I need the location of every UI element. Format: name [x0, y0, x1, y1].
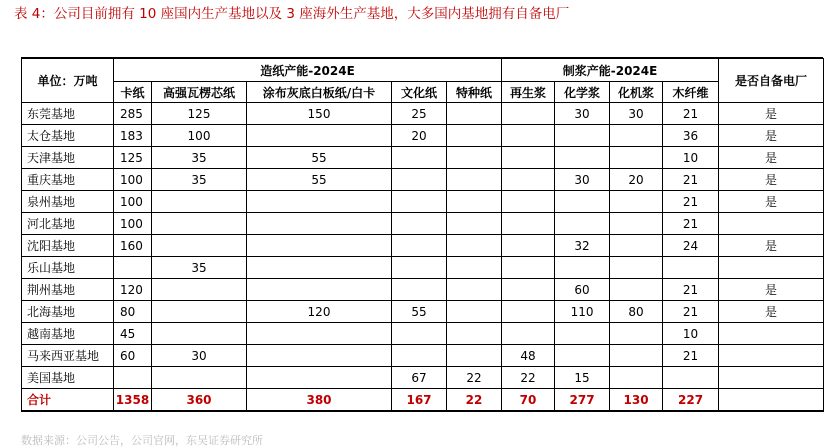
- capacity-cell: 80: [114, 301, 152, 323]
- capacity-cell: 22: [502, 367, 555, 389]
- capacity-cell: 21: [663, 279, 719, 301]
- capacity-cell: 15: [555, 367, 610, 389]
- capacity-cell: 150: [247, 103, 392, 125]
- col-header: 特种纸: [447, 82, 502, 103]
- capacity-cell: 20: [392, 125, 447, 147]
- capacity-cell: 30: [555, 169, 610, 191]
- self-power-cell: 是: [719, 191, 824, 213]
- table-caption: 表 4：公司目前拥有 10 座国内生产基地以及 3 座海外生产基地，大多国内基地拥有自备电厂: [14, 6, 570, 22]
- capacity-cell: [392, 169, 447, 191]
- capacity-cell: [610, 257, 663, 279]
- col-header: 化机浆: [610, 82, 663, 103]
- capacity-cell: [447, 103, 502, 125]
- col-header: 文化纸: [392, 82, 447, 103]
- self-power-cell: 是: [719, 301, 824, 323]
- header-row-groups: [22, 59, 824, 82]
- capacity-cell: [447, 169, 502, 191]
- capacity-cell: [247, 345, 392, 367]
- col-header: 高强瓦楞芯纸: [152, 82, 247, 103]
- table-row: [22, 345, 824, 367]
- capacity-cell: 125: [152, 103, 247, 125]
- capacity-table: [21, 58, 824, 412]
- self-power-cell: 是: [719, 147, 824, 169]
- self-power-cell: [719, 323, 824, 345]
- capacity-cell: 80: [610, 301, 663, 323]
- capacity-cell: 30: [152, 345, 247, 367]
- capacity-cell: [247, 257, 392, 279]
- capacity-cell: [447, 147, 502, 169]
- capacity-cell: [610, 367, 663, 389]
- capacity-cell: [447, 191, 502, 213]
- capacity-cell: [447, 301, 502, 323]
- capacity-cell: [152, 213, 247, 235]
- capacity-cell: [392, 345, 447, 367]
- capacity-cell: [502, 301, 555, 323]
- capacity-cell: [247, 323, 392, 345]
- capacity-cell: 10: [663, 323, 719, 345]
- capacity-cell: 100: [152, 125, 247, 147]
- capacity-cell: [392, 147, 447, 169]
- capacity-cell: 110: [555, 301, 610, 323]
- capacity-cell: 55: [247, 147, 392, 169]
- capacity-cell: [555, 147, 610, 169]
- capacity-cell: 55: [247, 169, 392, 191]
- header-row-columns: [22, 82, 824, 103]
- col-header: 化学浆: [555, 82, 610, 103]
- capacity-cell: [152, 191, 247, 213]
- capacity-cell: [447, 323, 502, 345]
- table-row: [22, 213, 824, 235]
- capacity-cell: 20: [610, 169, 663, 191]
- capacity-cell: 10: [663, 147, 719, 169]
- capacity-cell: 70: [502, 389, 555, 412]
- col-header: 卡纸: [114, 82, 152, 103]
- base-name-cell: 乐山基地: [22, 257, 114, 279]
- capacity-cell: [555, 213, 610, 235]
- self-power-cell: 是: [719, 103, 824, 125]
- capacity-cell: [555, 345, 610, 367]
- self-power-header: 是否自备电厂: [719, 59, 824, 103]
- capacity-cell: 360: [152, 389, 247, 412]
- capacity-cell: [610, 191, 663, 213]
- base-name-cell: 重庆基地: [22, 169, 114, 191]
- capacity-cell: [555, 323, 610, 345]
- self-power-cell: [719, 367, 824, 389]
- capacity-cell: [247, 213, 392, 235]
- source-note: 数据来源：公司公告，公司官网，东吴证券研究所: [21, 434, 263, 447]
- col-header: 涂布灰底白板纸/白卡: [247, 82, 392, 103]
- base-name-cell: 东莞基地: [22, 103, 114, 125]
- capacity-cell: 21: [663, 103, 719, 125]
- base-name-cell: 美国基地: [22, 367, 114, 389]
- capacity-cell: 277: [555, 389, 610, 412]
- table-row: [22, 125, 824, 147]
- capacity-cell: [152, 279, 247, 301]
- capacity-cell: [610, 345, 663, 367]
- capacity-cell: 160: [114, 235, 152, 257]
- capacity-cell: [502, 125, 555, 147]
- capacity-cell: [663, 367, 719, 389]
- table-row: [22, 367, 824, 389]
- capacity-cell: 100: [114, 169, 152, 191]
- capacity-cell: [555, 125, 610, 147]
- capacity-cell: [502, 323, 555, 345]
- capacity-cell: 100: [114, 213, 152, 235]
- unit-header: 单位：万吨: [22, 59, 114, 103]
- capacity-cell: 183: [114, 125, 152, 147]
- capacity-cell: [502, 235, 555, 257]
- capacity-cell: 120: [114, 279, 152, 301]
- capacity-cell: 35: [152, 147, 247, 169]
- capacity-cell: [555, 257, 610, 279]
- base-name-cell: 荆州基地: [22, 279, 114, 301]
- base-name-cell: 天津基地: [22, 147, 114, 169]
- table-row: [22, 147, 824, 169]
- capacity-cell: [114, 367, 152, 389]
- base-name-cell: 太仓基地: [22, 125, 114, 147]
- capacity-cell: [247, 191, 392, 213]
- capacity-cell: [610, 125, 663, 147]
- capacity-cell: [502, 257, 555, 279]
- capacity-cell: [610, 323, 663, 345]
- capacity-cell: 35: [152, 169, 247, 191]
- capacity-cell: 120: [247, 301, 392, 323]
- capacity-cell: [392, 279, 447, 301]
- capacity-cell: 130: [610, 389, 663, 412]
- base-name-cell: 泉州基地: [22, 191, 114, 213]
- capacity-cell: 32: [555, 235, 610, 257]
- capacity-cell: 21: [663, 301, 719, 323]
- capacity-cell: 1358: [114, 389, 152, 412]
- capacity-cell: [152, 367, 247, 389]
- capacity-cell: [247, 235, 392, 257]
- self-power-cell: [719, 213, 824, 235]
- paper-capacity-header: 造纸产能-2024E: [114, 59, 502, 82]
- capacity-cell: 125: [114, 147, 152, 169]
- capacity-cell: 227: [663, 389, 719, 412]
- capacity-cell: [502, 279, 555, 301]
- capacity-cell: [502, 147, 555, 169]
- capacity-cell: [610, 213, 663, 235]
- capacity-cell: 100: [114, 191, 152, 213]
- self-power-cell: 是: [719, 125, 824, 147]
- capacity-cell: [502, 191, 555, 213]
- capacity-cell: [114, 257, 152, 279]
- capacity-cell: [392, 191, 447, 213]
- table-row: [22, 235, 824, 257]
- self-power-cell: 是: [719, 235, 824, 257]
- table-row: [22, 323, 824, 345]
- col-header: 木纤维: [663, 82, 719, 103]
- base-name-cell: 马来西亚基地: [22, 345, 114, 367]
- base-name-cell: 沈阳基地: [22, 235, 114, 257]
- capacity-cell: [447, 235, 502, 257]
- capacity-cell: [447, 257, 502, 279]
- capacity-cell: [502, 169, 555, 191]
- capacity-cell: 60: [114, 345, 152, 367]
- capacity-cell: [392, 257, 447, 279]
- table-row: [22, 279, 824, 301]
- base-name-cell: 北海基地: [22, 301, 114, 323]
- capacity-cell: 25: [392, 103, 447, 125]
- capacity-cell: 21: [663, 169, 719, 191]
- capacity-cell: 21: [663, 345, 719, 367]
- capacity-cell: 36: [663, 125, 719, 147]
- capacity-cell: [555, 191, 610, 213]
- capacity-cell: 30: [555, 103, 610, 125]
- capacity-cell: 30: [610, 103, 663, 125]
- capacity-cell: [152, 301, 247, 323]
- capacity-cell: 45: [114, 323, 152, 345]
- self-power-cell: 是: [719, 279, 824, 301]
- capacity-cell: [447, 279, 502, 301]
- capacity-cell: 21: [663, 213, 719, 235]
- capacity-cell: [610, 235, 663, 257]
- capacity-cell: 24: [663, 235, 719, 257]
- base-name-cell: 河北基地: [22, 213, 114, 235]
- capacity-cell: [447, 345, 502, 367]
- capacity-cell: [247, 125, 392, 147]
- self-power-cell: 是: [719, 169, 824, 191]
- capacity-cell: [502, 213, 555, 235]
- base-name-cell: 合计: [22, 389, 114, 412]
- capacity-cell: [447, 213, 502, 235]
- table-row: [22, 191, 824, 213]
- capacity-cell: [610, 279, 663, 301]
- capacity-cell: [247, 367, 392, 389]
- self-power-cell: [719, 345, 824, 367]
- capacity-cell: [152, 235, 247, 257]
- capacity-cell: 22: [447, 367, 502, 389]
- self-power-cell: [719, 257, 824, 279]
- capacity-cell: 60: [555, 279, 610, 301]
- capacity-cell: 67: [392, 367, 447, 389]
- capacity-cell: 285: [114, 103, 152, 125]
- capacity-cell: [502, 103, 555, 125]
- table-row: [22, 301, 824, 323]
- capacity-cell: [152, 323, 247, 345]
- table-row: [22, 257, 824, 279]
- self-power-cell: [719, 389, 824, 412]
- base-name-cell: 越南基地: [22, 323, 114, 345]
- capacity-cell: [663, 257, 719, 279]
- capacity-cell: 21: [663, 191, 719, 213]
- capacity-cell: 48: [502, 345, 555, 367]
- capacity-cell: 380: [247, 389, 392, 412]
- capacity-cell: [247, 279, 392, 301]
- capacity-cell: 22: [447, 389, 502, 412]
- capacity-cell: [610, 147, 663, 169]
- capacity-cell: 167: [392, 389, 447, 412]
- table-row: [22, 103, 824, 125]
- table-row: [22, 169, 824, 191]
- total-row: [22, 389, 824, 412]
- pulp-capacity-header: 制浆产能-2024E: [502, 59, 719, 82]
- capacity-cell: [392, 235, 447, 257]
- capacity-cell: [392, 323, 447, 345]
- capacity-cell: [447, 125, 502, 147]
- col-header: 再生浆: [502, 82, 555, 103]
- capacity-cell: 35: [152, 257, 247, 279]
- capacity-cell: [392, 213, 447, 235]
- capacity-cell: 55: [392, 301, 447, 323]
